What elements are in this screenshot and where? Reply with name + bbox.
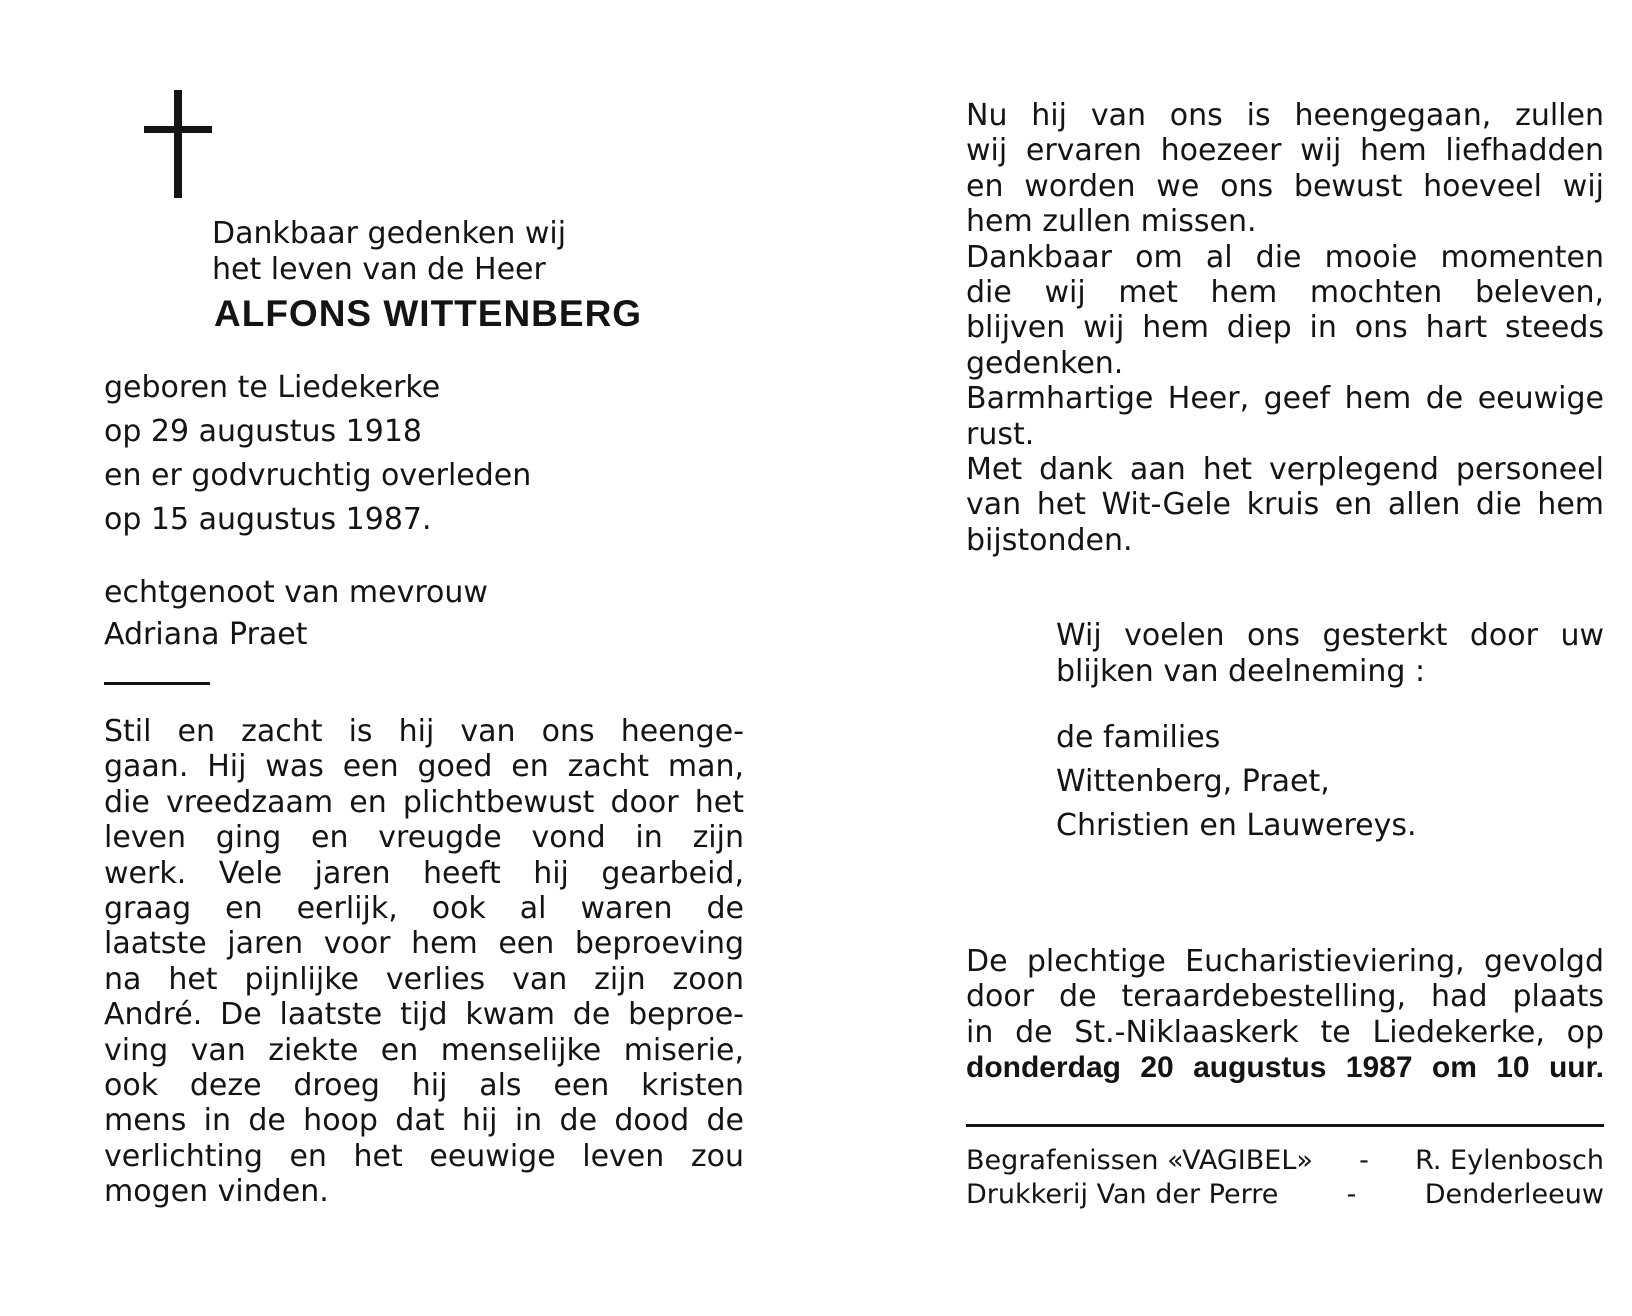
body-line: mogen vinden. (104, 1174, 329, 1210)
intro-text (212, 216, 566, 288)
body-line: Stil en zacht is hij van ons heenge- (104, 714, 744, 749)
body-line: mens in de hoop dat hij in de dood de (104, 1103, 744, 1139)
body-line: bijstonden. (966, 522, 1133, 558)
separator: - (1346, 1179, 1357, 1210)
body-line: laatste jaren voor hem een beproeving (104, 926, 744, 962)
thanks-text (1056, 618, 1604, 690)
body-line: van het Wit-Gele kruis en allen die hem (966, 487, 1604, 523)
ceremony-date: donderdag 20 augustus 1987 om 10 uur. (966, 1051, 1604, 1085)
info-line: geboren te Liedekerke (104, 370, 441, 405)
cross-icon (144, 90, 212, 198)
body-line: en worden we ons bewust hoeveel wij (966, 168, 1604, 204)
body-line: gaan. Hij was een goed en zacht man, (104, 749, 744, 785)
body-line: na het pijnlijke verlies van zijn zoon (104, 961, 744, 997)
ceremony-line: door de teraardebestelling, had plaats (966, 979, 1604, 1015)
body-line: wij ervaren hoezeer wij hem liefhadden (966, 133, 1604, 169)
family-line: de families (1056, 720, 1221, 755)
info-line: en er godvruchtig overleden (104, 458, 532, 493)
ceremony-line: in de St.-Niklaaskerk te Liedekerke, op (966, 1014, 1604, 1050)
right-body-text (966, 98, 1604, 558)
birth-death-info (104, 366, 531, 542)
printer-info (966, 1144, 1604, 1212)
body-line: ook deze droeg hij als een kristen (104, 1068, 744, 1104)
body-line: graag en eerlijk, ook al waren de (104, 891, 744, 927)
intro-line: het leven van de Heer (212, 252, 546, 287)
families-list (1056, 716, 1417, 848)
ceremony-line: De plechtige Eucharistieviering, gevolgd (966, 944, 1604, 979)
printer-name: Drukkerij Van der Perre (966, 1179, 1279, 1210)
body-line: André. De laatste tijd kwam de beproe- (104, 997, 744, 1033)
body-line: die wij met hem mochten beleven, (966, 275, 1604, 311)
divider (966, 1124, 1604, 1127)
body-line: Dankbaar om al die mooie momenten (966, 239, 1604, 275)
funeral-director: R. Eylenbosch (1415, 1145, 1604, 1176)
body-line: rust. (966, 416, 1035, 452)
body-line: blijven wij hem diep in ons hart steeds (966, 310, 1604, 346)
info-line: op 29 augustus 1918 (104, 414, 423, 449)
spouse-info (104, 572, 488, 656)
left-body-text (104, 714, 744, 1210)
deceased-name: ALFONS WITTENBERG (214, 293, 643, 334)
body-line: Met dank aan het verplegend personeel (966, 452, 1604, 488)
separator: - (1359, 1145, 1369, 1176)
body-line: werk. Vele jaren heeft hij gearbeid, (104, 855, 744, 891)
body-line: gedenken. (966, 345, 1124, 381)
body-line: leven ging en vreugde vond in zijn (104, 820, 744, 856)
intro-line: Dankbaar gedenken wij (212, 216, 567, 251)
thanks-line: blijken van deelneming : (1056, 654, 1426, 689)
body-line: verlichting en het eeuwige leven zou (104, 1138, 744, 1174)
ceremony-text (966, 944, 1604, 1086)
divider (104, 682, 210, 685)
body-line: Nu hij van ons is heengegaan, zullen (966, 98, 1604, 133)
body-line: ving van ziekte en menselijke miserie, (104, 1032, 744, 1068)
printer-line (966, 1178, 1604, 1212)
spouse-line: Adriana Praet (104, 617, 308, 652)
family-line: Christien en Lauwereys. (1056, 808, 1417, 843)
thanks-line: Wij voelen ons gesterkt door uw (1056, 618, 1604, 653)
body-line: die vreedzaam en plichtbewust door het (104, 784, 744, 820)
printer-line (966, 1144, 1604, 1178)
body-line: hem zullen missen. (966, 204, 1257, 240)
spouse-line: echtgenoot van mevrouw (104, 575, 488, 610)
body-line: Barmhartige Heer, geef hem de eeuwige (966, 381, 1604, 417)
info-line: op 15 augustus 1987. (104, 502, 432, 537)
funeral-home: Begrafenissen «VAGIBEL» (966, 1145, 1313, 1176)
family-line: Wittenberg, Praet, (1056, 764, 1330, 799)
printer-town: Denderleeuw (1424, 1179, 1604, 1210)
